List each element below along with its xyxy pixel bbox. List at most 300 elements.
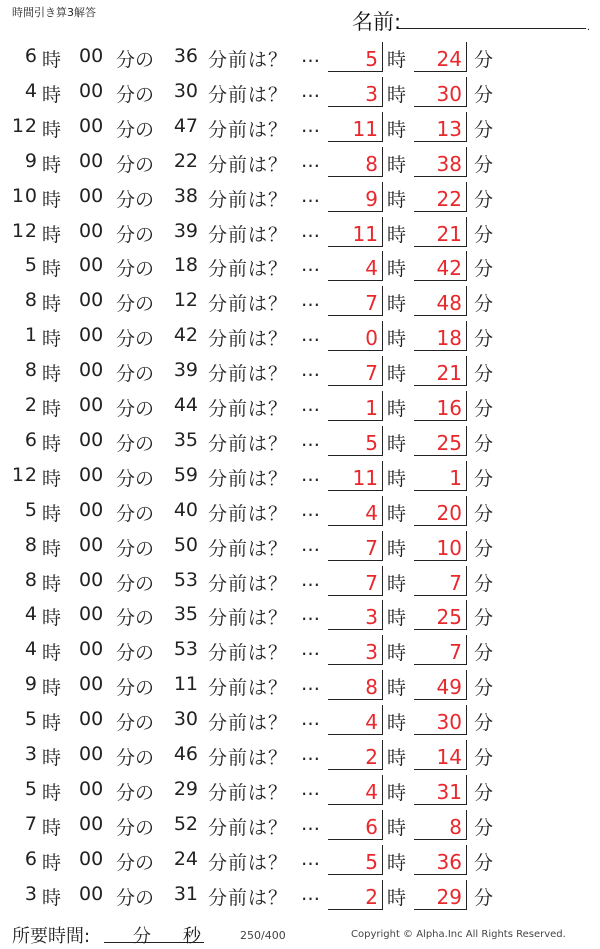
start-hour: 9 bbox=[24, 673, 38, 696]
answer-hour-box[interactable] bbox=[328, 147, 383, 177]
minute-unit: 分 bbox=[474, 83, 494, 106]
ellipsis: … bbox=[301, 603, 319, 626]
minute-unit: 分 bbox=[474, 642, 494, 665]
minute-unit: 分 bbox=[474, 432, 494, 455]
answer-hour-box[interactable] bbox=[328, 600, 383, 630]
subtract-minutes: 50 bbox=[173, 533, 198, 556]
hour-unit: 時 bbox=[42, 118, 62, 141]
hour-unit: 時 bbox=[387, 363, 407, 386]
ellipsis: … bbox=[301, 533, 319, 556]
minutes-before-label: 分前は？ bbox=[208, 363, 289, 386]
hour-unit: 時 bbox=[387, 432, 407, 455]
answer-minute-box[interactable] bbox=[414, 461, 467, 491]
hour-unit: 時 bbox=[387, 188, 407, 211]
answer-hour: 1 bbox=[365, 396, 378, 420]
problem-row bbox=[0, 389, 600, 424]
minute-unit: 分 bbox=[474, 223, 494, 246]
answer-minute-box[interactable] bbox=[414, 496, 467, 526]
problem-row bbox=[0, 529, 600, 564]
minutes-before-label: 分前は？ bbox=[208, 677, 289, 700]
answer-minute-box[interactable] bbox=[414, 182, 467, 212]
subtract-minutes: 30 bbox=[173, 79, 198, 102]
minute-unit: 分 bbox=[474, 49, 494, 71]
name-underline bbox=[398, 28, 586, 29]
answer-hour-box[interactable] bbox=[328, 286, 383, 316]
minute-unit: 分 bbox=[474, 781, 494, 804]
minute-unit: 分 bbox=[474, 502, 494, 525]
start-hour: 5 bbox=[24, 254, 38, 277]
ellipsis: … bbox=[301, 394, 319, 416]
answer-minute-box[interactable] bbox=[414, 670, 467, 700]
hour-unit: 時 bbox=[387, 118, 407, 141]
minutes-before-label: 分前は？ bbox=[208, 642, 289, 665]
answer-hour: 3 bbox=[365, 640, 378, 665]
answer-minute-box[interactable] bbox=[414, 42, 467, 72]
start-minute: 00 bbox=[79, 428, 104, 451]
start-hour: 5 bbox=[24, 708, 38, 731]
answer-hour-box[interactable] bbox=[328, 880, 383, 910]
minute-unit: 分 bbox=[474, 816, 494, 839]
minute-of-label: 分の bbox=[116, 153, 155, 176]
problem-row bbox=[0, 284, 600, 319]
answer-minute: 48 bbox=[436, 291, 462, 316]
minute-of-label: 分の bbox=[116, 293, 155, 316]
minute-unit: 分 bbox=[474, 712, 494, 735]
hour-unit: 時 bbox=[387, 886, 407, 909]
answer-hour-box[interactable] bbox=[328, 740, 383, 770]
hour-unit: 時 bbox=[42, 223, 62, 246]
answer-hour-box[interactable] bbox=[328, 566, 383, 596]
answer-hour: 7 bbox=[365, 361, 378, 386]
problem-row bbox=[0, 703, 600, 738]
start-minute: 00 bbox=[79, 254, 104, 277]
answer-minute-box[interactable] bbox=[414, 286, 467, 316]
minute-of-label: 分の bbox=[116, 432, 155, 455]
problem-row bbox=[0, 459, 600, 494]
minute-of-label: 分の bbox=[116, 328, 155, 351]
answer-minute-box[interactable] bbox=[414, 600, 467, 630]
hour-unit: 時 bbox=[42, 432, 62, 455]
start-hour: 8 bbox=[24, 533, 38, 556]
minute-unit: 分 bbox=[474, 118, 494, 141]
answer-hour-box[interactable] bbox=[328, 112, 383, 142]
hour-unit: 時 bbox=[42, 886, 62, 909]
start-minute: 00 bbox=[79, 45, 104, 67]
answer-hour: 8 bbox=[365, 675, 378, 700]
start-hour: 1 bbox=[24, 324, 38, 347]
ellipsis: … bbox=[301, 743, 319, 765]
answer-hour-box[interactable] bbox=[328, 391, 383, 421]
hour-unit: 時 bbox=[42, 188, 62, 211]
start-hour: 5 bbox=[24, 777, 38, 800]
answer-minute-box[interactable] bbox=[414, 391, 467, 421]
minute-unit: 分 bbox=[474, 537, 494, 560]
answer-minute: 14 bbox=[436, 745, 462, 769]
minutes-before-label: 分前は？ bbox=[208, 747, 289, 769]
hour-unit: 時 bbox=[42, 83, 62, 106]
answer-minute: 18 bbox=[436, 326, 462, 351]
hour-unit: 時 bbox=[42, 537, 62, 560]
minute-unit: 分 bbox=[474, 886, 494, 909]
name-field[interactable] bbox=[352, 4, 592, 34]
subtract-minutes: 46 bbox=[173, 743, 198, 765]
answer-minute: 25 bbox=[436, 605, 462, 630]
subtract-minutes: 38 bbox=[173, 184, 198, 207]
ellipsis: … bbox=[301, 219, 319, 242]
ellipsis: … bbox=[301, 812, 319, 835]
answer-hour-box[interactable] bbox=[328, 426, 383, 456]
answer-hour: 3 bbox=[365, 81, 378, 106]
answer-hour-box[interactable] bbox=[328, 77, 383, 107]
answer-hour: 11 bbox=[352, 465, 378, 490]
start-minute: 00 bbox=[79, 219, 104, 242]
ellipsis: … bbox=[301, 673, 319, 696]
answer-minute-box[interactable] bbox=[414, 635, 467, 665]
answer-minute-box[interactable] bbox=[414, 845, 467, 875]
problem-row bbox=[0, 110, 600, 145]
hour-unit: 時 bbox=[387, 49, 407, 71]
minute-unit: 分 bbox=[474, 363, 494, 386]
problem-row bbox=[0, 843, 600, 878]
hour-unit: 時 bbox=[42, 851, 62, 874]
minute-of-label: 分の bbox=[116, 642, 155, 665]
answer-minute: 1 bbox=[449, 465, 462, 490]
name-label: 名前: bbox=[352, 10, 402, 34]
problem-row bbox=[0, 773, 600, 808]
start-minute: 00 bbox=[79, 149, 104, 172]
minute-of-label: 分の bbox=[116, 747, 155, 769]
minute-unit: 分 bbox=[474, 398, 494, 420]
hour-unit: 時 bbox=[387, 293, 407, 316]
answer-minute: 21 bbox=[436, 361, 462, 386]
answer-minute-box[interactable] bbox=[414, 112, 467, 142]
answer-hour-box[interactable] bbox=[328, 42, 383, 72]
copyright-notice: Copyright © Alpha.Inc All Rights Reserved. bbox=[351, 929, 566, 940]
ellipsis: … bbox=[301, 568, 319, 591]
minute-unit: 分 bbox=[474, 607, 494, 630]
problem-row bbox=[0, 354, 600, 389]
problem-row bbox=[0, 808, 600, 843]
hour-unit: 時 bbox=[387, 258, 407, 281]
problem-row bbox=[0, 180, 600, 215]
subtract-minutes: 53 bbox=[173, 638, 198, 661]
answer-hour: 0 bbox=[365, 326, 378, 351]
answer-minute-box[interactable] bbox=[414, 217, 467, 247]
start-hour: 5 bbox=[24, 498, 38, 521]
answer-hour: 4 bbox=[365, 710, 378, 735]
hour-unit: 時 bbox=[387, 747, 407, 769]
ellipsis: … bbox=[301, 708, 319, 731]
subtract-minutes: 11 bbox=[173, 673, 198, 696]
minute-unit: 分 bbox=[474, 747, 494, 769]
minutes-before-label: 分前は？ bbox=[208, 223, 289, 246]
subtract-minutes: 39 bbox=[173, 219, 198, 242]
page-score: 250/400 bbox=[240, 929, 286, 942]
minute-of-label: 分の bbox=[116, 851, 155, 874]
start-minute: 00 bbox=[79, 498, 104, 521]
hour-unit: 時 bbox=[387, 398, 407, 420]
answer-minute-box[interactable] bbox=[414, 775, 467, 805]
subtract-minutes: 18 bbox=[173, 254, 198, 277]
minutes-before-label: 分前は？ bbox=[208, 886, 289, 909]
start-hour: 3 bbox=[24, 743, 38, 765]
start-minute: 00 bbox=[79, 812, 104, 835]
elapsed-minutes-unit: 分 bbox=[133, 926, 151, 947]
answer-minute-box[interactable] bbox=[414, 531, 467, 561]
subtract-minutes: 35 bbox=[173, 603, 198, 626]
minutes-before-label: 分前は？ bbox=[208, 258, 289, 281]
minute-of-label: 分の bbox=[116, 607, 155, 630]
answer-minute-box[interactable] bbox=[414, 147, 467, 177]
elapsed-seconds-unit: 秒 bbox=[183, 926, 201, 947]
minutes-before-label: 分前は？ bbox=[208, 398, 289, 420]
start-hour: 8 bbox=[24, 568, 38, 591]
start-hour: 12 bbox=[11, 463, 38, 486]
minutes-before-label: 分前は？ bbox=[208, 328, 289, 351]
answer-hour-box[interactable] bbox=[328, 810, 383, 840]
problem-row bbox=[0, 494, 600, 529]
answer-minute: 13 bbox=[436, 116, 462, 141]
start-minute: 00 bbox=[79, 463, 104, 486]
minute-unit: 分 bbox=[474, 328, 494, 351]
answer-hour: 4 bbox=[365, 256, 378, 281]
minute-of-label: 分の bbox=[116, 572, 155, 595]
answer-hour-box[interactable] bbox=[328, 321, 383, 351]
minute-unit: 分 bbox=[474, 153, 494, 176]
problem-row bbox=[0, 40, 600, 75]
hour-unit: 時 bbox=[42, 816, 62, 839]
minutes-before-label: 分前は？ bbox=[208, 293, 289, 316]
subtract-minutes: 36 bbox=[173, 45, 198, 67]
ellipsis: … bbox=[301, 359, 319, 382]
hour-unit: 時 bbox=[42, 398, 62, 420]
answer-minute-box[interactable] bbox=[414, 77, 467, 107]
subtract-minutes: 24 bbox=[173, 847, 198, 870]
subtract-minutes: 53 bbox=[173, 568, 198, 591]
answer-minute: 22 bbox=[436, 186, 462, 211]
minutes-before-label: 分前は？ bbox=[208, 502, 289, 525]
subtract-minutes: 12 bbox=[173, 289, 198, 312]
answer-minute-box[interactable] bbox=[414, 566, 467, 596]
start-minute: 00 bbox=[79, 673, 104, 696]
hour-unit: 時 bbox=[42, 642, 62, 665]
start-minute: 00 bbox=[79, 708, 104, 731]
answer-minute: 30 bbox=[436, 710, 462, 735]
start-minute: 00 bbox=[79, 882, 104, 905]
answer-hour: 7 bbox=[365, 291, 378, 316]
start-hour: 10 bbox=[11, 184, 38, 207]
start-minute: 00 bbox=[79, 394, 104, 416]
answer-minute-box[interactable] bbox=[414, 740, 467, 770]
start-minute: 00 bbox=[79, 777, 104, 800]
hour-unit: 時 bbox=[387, 328, 407, 351]
answer-minute-box[interactable] bbox=[414, 321, 467, 351]
hour-unit: 時 bbox=[42, 363, 62, 386]
ellipsis: … bbox=[301, 463, 319, 486]
minutes-before-label: 分前は？ bbox=[208, 118, 289, 141]
answer-minute: 20 bbox=[436, 500, 462, 525]
minute-of-label: 分の bbox=[116, 781, 155, 804]
minute-unit: 分 bbox=[474, 467, 494, 490]
answer-hour: 7 bbox=[365, 570, 378, 595]
answer-minute: 25 bbox=[436, 430, 462, 455]
subtract-minutes: 42 bbox=[173, 324, 198, 347]
minutes-before-label: 分前は？ bbox=[208, 607, 289, 630]
minute-of-label: 分の bbox=[116, 502, 155, 525]
minute-of-label: 分の bbox=[116, 188, 155, 211]
minute-unit: 分 bbox=[474, 572, 494, 595]
answer-hour-box[interactable] bbox=[328, 461, 383, 491]
answer-hour-box[interactable] bbox=[328, 635, 383, 665]
minute-of-label: 分の bbox=[116, 467, 155, 490]
hour-unit: 時 bbox=[42, 502, 62, 525]
ellipsis: … bbox=[301, 45, 319, 67]
answer-hour-box[interactable] bbox=[328, 356, 383, 386]
problem-row bbox=[0, 424, 600, 459]
answer-hour: 5 bbox=[365, 849, 378, 874]
start-minute: 00 bbox=[79, 114, 104, 137]
hour-unit: 時 bbox=[387, 642, 407, 665]
answer-minute: 29 bbox=[436, 884, 462, 909]
subtract-minutes: 59 bbox=[173, 463, 198, 486]
subtract-minutes: 29 bbox=[173, 777, 198, 800]
minutes-before-label: 分前は？ bbox=[208, 432, 289, 455]
start-minute: 00 bbox=[79, 847, 104, 870]
answer-hour: 5 bbox=[365, 47, 378, 71]
answer-minute: 24 bbox=[436, 47, 462, 71]
subtract-minutes: 30 bbox=[173, 708, 198, 731]
hour-unit: 時 bbox=[42, 258, 62, 281]
ellipsis: … bbox=[301, 114, 319, 137]
hour-unit: 時 bbox=[42, 49, 62, 71]
minute-of-label: 分の bbox=[116, 537, 155, 560]
answer-minute-box[interactable] bbox=[414, 426, 467, 456]
ellipsis: … bbox=[301, 184, 319, 207]
minutes-before-label: 分前は？ bbox=[208, 83, 289, 106]
start-minute: 00 bbox=[79, 568, 104, 591]
answer-minute: 16 bbox=[436, 396, 462, 420]
answer-hour: 5 bbox=[365, 430, 378, 455]
minute-of-label: 分の bbox=[116, 398, 155, 420]
start-hour: 4 bbox=[24, 79, 38, 102]
answer-hour-box[interactable] bbox=[328, 496, 383, 526]
answer-hour: 11 bbox=[352, 116, 378, 141]
answer-minute: 38 bbox=[436, 151, 462, 176]
answer-minute: 8 bbox=[449, 814, 462, 839]
start-minute: 00 bbox=[79, 324, 104, 347]
minute-of-label: 分の bbox=[116, 83, 155, 106]
hour-unit: 時 bbox=[387, 816, 407, 839]
ellipsis: … bbox=[301, 777, 319, 800]
problem-row bbox=[0, 319, 600, 354]
minutes-before-label: 分前は？ bbox=[208, 49, 289, 71]
minutes-before-label: 分前は？ bbox=[208, 572, 289, 595]
answer-minute-box[interactable] bbox=[414, 880, 467, 910]
start-hour: 3 bbox=[24, 882, 38, 905]
minutes-before-label: 分前は？ bbox=[208, 816, 289, 839]
answer-hour: 3 bbox=[365, 605, 378, 630]
answer-hour-box[interactable] bbox=[328, 182, 383, 212]
problem-row bbox=[0, 633, 600, 668]
hour-unit: 時 bbox=[387, 677, 407, 700]
answer-hour-box[interactable] bbox=[328, 217, 383, 247]
minute-unit: 分 bbox=[474, 258, 494, 281]
minutes-before-label: 分前は？ bbox=[208, 467, 289, 490]
minute-of-label: 分の bbox=[116, 118, 155, 141]
start-hour: 8 bbox=[24, 359, 38, 382]
answer-minute-box[interactable] bbox=[414, 705, 467, 735]
subtract-minutes: 35 bbox=[173, 428, 198, 451]
answer-minute-box[interactable] bbox=[414, 356, 467, 386]
hour-unit: 時 bbox=[387, 607, 407, 630]
answer-hour-box[interactable] bbox=[328, 845, 383, 875]
hour-unit: 時 bbox=[42, 677, 62, 700]
start-minute: 00 bbox=[79, 359, 104, 382]
hour-unit: 時 bbox=[387, 153, 407, 176]
minute-unit: 分 bbox=[474, 677, 494, 700]
hour-unit: 時 bbox=[42, 572, 62, 595]
hour-unit: 時 bbox=[387, 467, 407, 490]
subtract-minutes: 40 bbox=[173, 498, 198, 521]
answer-hour: 4 bbox=[365, 500, 378, 525]
answer-minute: 21 bbox=[436, 221, 462, 246]
minute-of-label: 分の bbox=[116, 223, 155, 246]
start-hour: 7 bbox=[24, 812, 38, 835]
elapsed-time-label: 所要時間: bbox=[12, 926, 91, 947]
answer-hour: 11 bbox=[352, 221, 378, 246]
start-hour: 6 bbox=[24, 847, 38, 870]
worksheet-title: 時間引き算3解答 bbox=[12, 6, 96, 19]
answer-minute: 36 bbox=[436, 849, 462, 874]
start-hour: 6 bbox=[24, 45, 38, 67]
problem-row bbox=[0, 738, 600, 773]
answer-hour-box[interactable] bbox=[328, 251, 383, 281]
answer-hour-box[interactable] bbox=[328, 670, 383, 700]
minutes-before-label: 分前は？ bbox=[208, 537, 289, 560]
answer-hour-box[interactable] bbox=[328, 531, 383, 561]
minute-of-label: 分の bbox=[116, 677, 155, 700]
start-minute: 00 bbox=[79, 79, 104, 102]
hour-unit: 時 bbox=[42, 781, 62, 804]
answer-minute-box[interactable] bbox=[414, 251, 467, 281]
ellipsis: … bbox=[301, 638, 319, 661]
answer-hour: 7 bbox=[365, 535, 378, 560]
minute-unit: 分 bbox=[474, 293, 494, 316]
minute-of-label: 分の bbox=[116, 816, 155, 839]
hour-unit: 時 bbox=[42, 712, 62, 735]
answer-hour-box[interactable] bbox=[328, 775, 383, 805]
start-minute: 00 bbox=[79, 638, 104, 661]
start-hour: 12 bbox=[11, 114, 38, 137]
ellipsis: … bbox=[301, 254, 319, 277]
answer-hour: 6 bbox=[365, 814, 378, 839]
problem-row bbox=[0, 75, 600, 110]
subtract-minutes: 39 bbox=[173, 359, 198, 382]
minute-of-label: 分の bbox=[116, 712, 155, 735]
problem-row bbox=[0, 215, 600, 250]
hour-unit: 時 bbox=[387, 712, 407, 735]
hour-unit: 時 bbox=[387, 223, 407, 246]
hour-unit: 時 bbox=[387, 781, 407, 804]
minute-of-label: 分の bbox=[116, 886, 155, 909]
answer-hour: 8 bbox=[365, 151, 378, 176]
minute-unit: 分 bbox=[474, 851, 494, 874]
hour-unit: 時 bbox=[387, 851, 407, 874]
answer-minute-box[interactable] bbox=[414, 810, 467, 840]
hour-unit: 時 bbox=[42, 467, 62, 490]
answer-hour-box[interactable] bbox=[328, 705, 383, 735]
start-minute: 00 bbox=[79, 743, 104, 765]
